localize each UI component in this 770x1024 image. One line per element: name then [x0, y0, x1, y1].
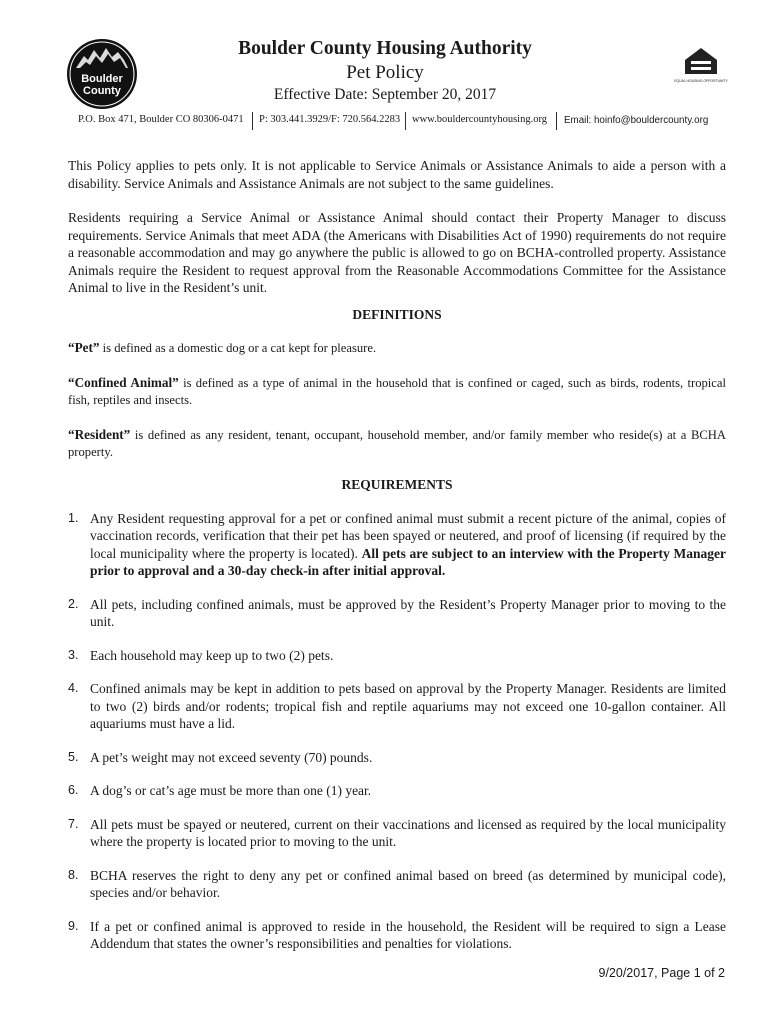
contact-phone: P: 303.441.3929/F: 720.564.2283 [259, 114, 401, 125]
item-text: All pets must be spayed or neutered, current on their vaccinations and licensed as required by the local municipality where the property is located prior to moving to the unit. [90, 816, 726, 849]
page-footer: 9/20/2017, Page 1 of 2 [598, 966, 725, 980]
intro-paragraph-2: Residents requiring a Service Animal or Assistance Animal should contact their Property Manager to discuss requirements. Service Animals that meet ADA (the Americans with Disabilities Act of 1990) requirements do not require a reasonable accommodation and may go anywhere the public is allowed to go on BCHA-controlled property. Assistance Animals require the Resident to request approval from the Reasonable Accommodations Committee for the Assistance Animal to live in the Resident’s unit. [68, 210, 726, 295]
definitions-heading: DEFINITIONS [352, 306, 442, 322]
effective-date: Effective Date: September 20, 2017 [273, 86, 497, 103]
contact-divider [405, 112, 406, 130]
list-item [68, 510, 726, 580]
item-number: 4. [68, 681, 79, 695]
item-number: 7. [68, 816, 79, 831]
item-bold-text: All pets are subject to an interview with the Property Manager prior to approval and a 30-day check-in after initial approval. [90, 545, 727, 578]
item-number: 6. [68, 783, 79, 797]
item-number: 1. [68, 510, 79, 525]
definition-pet-text: is defined as a domestic dog or a cat kept for pleasure. [99, 341, 377, 355]
definition-confined-term: “Confined Animal” [68, 375, 179, 390]
list-item [68, 816, 726, 851]
list-item [68, 749, 726, 767]
item-number: 2. [68, 596, 79, 611]
page-title: Boulder County Housing Authority [238, 38, 532, 59]
definition-pet [68, 339, 726, 357]
list-item [68, 680, 726, 733]
contact-website[interactable]: www.bouldercountyhousing.org [412, 114, 548, 125]
definition-resident [68, 426, 726, 461]
requirements-heading: REQUIREMENTS [341, 477, 453, 492]
item-text: Any Resident requesting approval for a pet or confined animal must submit a recent picture of the animal, copies of vaccination records, verification that their pet has been spayed or neutered, and proof of licensing (if required by the local municipality where the property is located). [90, 510, 726, 561]
definition-resident-term: “Resident” [68, 427, 131, 442]
item-text: If a pet or confined animal is approved to reside in the household, the Resident will be required to sign a Lease Addendum that states the owner’s responsibilities and penalties for violations. [90, 918, 726, 951]
list-item [68, 647, 726, 665]
definition-pet-term: “Pet” [68, 340, 100, 355]
policy-body [68, 157, 726, 953]
requirements-list [68, 510, 726, 953]
definition-confined-animal [68, 374, 726, 409]
item-text: All pets, including confined animals, must be approved by the Resident’s Property Manager prior to moving to the unit. [90, 596, 726, 629]
logo-line2: County [83, 85, 121, 97]
list-item [68, 782, 726, 800]
item-text: A dog’s or cat’s age must be more than one (1) year. [90, 783, 372, 798]
definition-confined-text: is defined as a type of animal in the household that is confined or caged, such as birds, rodents, tropical fish, reptiles and insects. [68, 376, 726, 407]
contact-divider [252, 112, 253, 130]
item-number: 5. [68, 749, 79, 764]
item-number: 8. [68, 867, 79, 882]
item-text: A pet’s weight may not exceed seventy (70) pounds. [90, 749, 373, 765]
item-text: BCHA reserves the right to deny any pet or confined animal based on breed (as determined by municipal code), species and/or behavior. [90, 867, 726, 900]
logo-line1: Boulder [81, 73, 123, 85]
list-item [68, 596, 726, 631]
item-text: Confined animals may be kept in addition to pets based on approval by the Property Manager. Residents are limited to two (2) birds and/or rodents; tropical fish and reptile aquariums may not exceed one 10-gallon container. All aquariums must have a lid. [90, 681, 726, 731]
contact-divider [556, 112, 557, 130]
definition-resident-text: is defined as any resident, tenant, occupant, household member, and/or family member who reside(s) at a BCHA property. [68, 428, 726, 459]
list-item [68, 867, 726, 902]
item-text: Each household may keep up to two (2) pets. [90, 647, 334, 663]
contact-address: P.O. Box 471, Boulder CO 80306-0471 [78, 114, 244, 125]
list-item [68, 918, 726, 953]
intro-paragraph-1: This Policy applies to pets only. It is not applicable to Service Animals or Assistance Animals to aide a person with a disability. Service Animals and Assistance Animals are not subject to the same guidelines. [68, 158, 726, 191]
eho-label: EQUAL HOUSING OPPORTUNITY [674, 79, 728, 83]
item-number: 3. [68, 647, 79, 662]
contact-email[interactable]: Email: hoinfo@bouldercounty.org [564, 115, 709, 126]
page-subtitle: Pet Policy [346, 62, 424, 83]
item-number: 9. [68, 918, 79, 933]
